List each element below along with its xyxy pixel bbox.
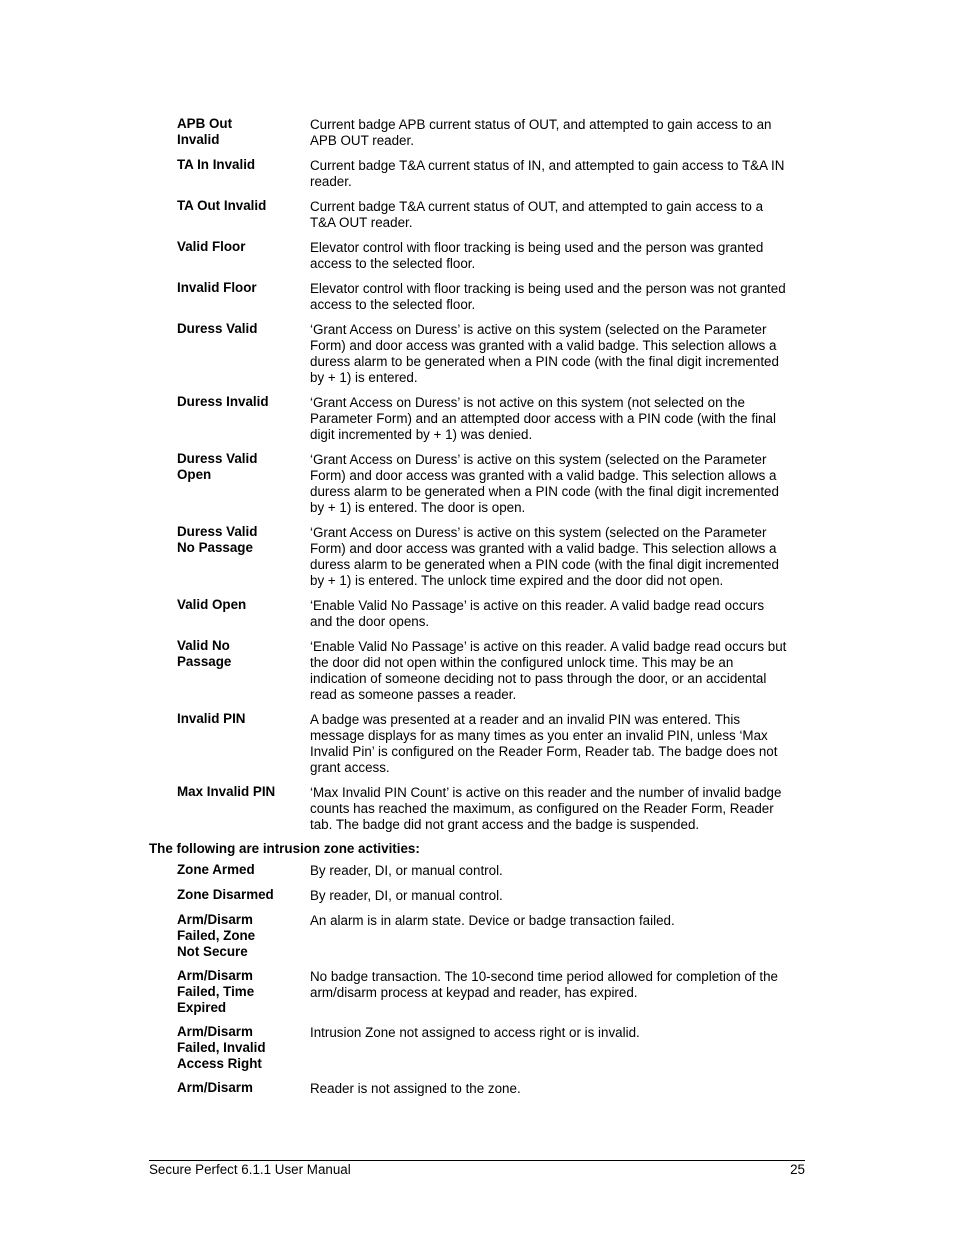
definition-row: [149, 711, 789, 776]
event-term: [177, 968, 310, 1016]
event-term: [177, 638, 310, 670]
definition-row: [149, 524, 789, 589]
event-description: Elevator control with floor tracking is being used and the person was not granted access to the selected floor.: [310, 281, 786, 312]
event-term-line: Max Invalid PIN: [177, 784, 276, 799]
event-term-line: Valid No: [177, 638, 230, 653]
event-description: ‘Enable Valid No Passage’ is active on this reader. A valid badge read occurs and the door opens.: [310, 598, 765, 629]
event-term-line: Access Right: [177, 1056, 262, 1071]
event-term-line: Duress Invalid: [177, 394, 269, 409]
event-term: [177, 321, 310, 337]
event-term-line: Failed, Time: [177, 984, 255, 999]
event-term-line: Duress Valid: [177, 321, 258, 336]
definition-row: [149, 638, 789, 703]
definition-row: [149, 116, 789, 149]
event-term-line: Passage: [177, 654, 232, 669]
event-term: [177, 198, 310, 214]
definition-row: [149, 157, 789, 190]
definition-row: [149, 239, 789, 272]
definition-row: [149, 862, 789, 879]
event-term-line: Failed, Invalid: [177, 1040, 266, 1055]
definition-row: [149, 968, 789, 1016]
event-description: Current badge T&A current status of IN, and attempted to gain access to T&A IN reader.: [310, 158, 785, 189]
event-description: Current badge APB current status of OUT, and attempted to gain access to an APB OUT reader.: [310, 117, 772, 148]
event-term-line: Arm/Disarm: [177, 912, 253, 927]
event-term-line: Arm/Disarm: [177, 968, 253, 983]
event-term: [177, 239, 310, 255]
event-term-line: Zone Armed: [177, 862, 255, 877]
definition-row: [149, 198, 789, 231]
definition-row: [149, 784, 789, 833]
event-term-line: Invalid: [177, 132, 220, 147]
event-term: [177, 1080, 310, 1096]
event-term-line: Duress Valid: [177, 451, 258, 466]
event-term-line: Expired: [177, 1000, 227, 1015]
event-description: ‘Grant Access on Duress’ is active on this system (selected on the Parameter Form) and door access was granted with a valid badge. This selection allows a duress alarm to be generated when a PIN code (with the final digit incremented by + 1) is entered. The door is open.: [310, 452, 779, 515]
event-term-line: APB Out: [177, 116, 233, 131]
event-term: [177, 597, 310, 613]
event-term-line: Zone Disarmed: [177, 887, 274, 902]
document-body: [149, 116, 789, 1105]
event-description: ‘Grant Access on Duress’ is active on this system (selected on the Parameter Form) and door access was granted with a valid badge. This selection allows a duress alarm to be generated when a PIN code (with the final digit incremented by + 1) is entered.: [310, 322, 779, 385]
event-term: [177, 711, 310, 727]
event-description: ‘Enable Valid No Passage’ is active on this reader. A valid badge read occurs but the door did not open within the configured unlock time. This may be an indication of someone deciding not to pass through the door, or an accidental read as someone passes a reader.: [310, 639, 787, 702]
event-term-line: TA Out Invalid: [177, 198, 267, 213]
event-term-line: No Passage: [177, 540, 253, 555]
event-term: [177, 394, 310, 410]
event-description: No badge transaction. The 10-second time period allowed for completion of the arm/disarm process at keypad and reader, has expired.: [310, 969, 778, 1000]
definition-row: [149, 1024, 789, 1072]
event-definition-list: [149, 116, 789, 833]
event-term-line: Valid Floor: [177, 239, 246, 254]
event-description: Current badge T&A current status of OUT, and attempted to gain access to a T&A OUT reader.: [310, 199, 764, 230]
event-term: [177, 524, 310, 556]
event-term: [177, 451, 310, 483]
page-footer: [149, 1162, 805, 1178]
intrusion-zone-definition-list: [149, 862, 789, 1097]
event-term-line: Invalid PIN: [177, 711, 246, 726]
definition-row: [149, 394, 789, 443]
event-description: Intrusion Zone not assigned to access right or is invalid.: [310, 1025, 640, 1040]
event-term: [177, 1024, 310, 1072]
event-term-line: Failed, Zone: [177, 928, 256, 943]
event-term: [177, 862, 310, 878]
event-term-line: Duress Valid: [177, 524, 258, 539]
event-term: [177, 157, 310, 173]
footer-title: Secure Perfect 6.1.1 User Manual: [149, 1162, 351, 1177]
event-term-line: Valid Open: [177, 597, 247, 612]
definition-row: [149, 887, 789, 904]
page-number: 25: [790, 1162, 805, 1177]
event-term-line: Arm/Disarm: [177, 1024, 253, 1039]
definition-row: [149, 1080, 789, 1097]
event-term: [177, 280, 310, 296]
event-description: ‘Grant Access on Duress’ is not active on this system (not selected on the Parameter Form) and an attempted door access with a PIN code (with the final digit incremented by + 1) was denied.: [310, 395, 776, 442]
event-description: A badge was presented at a reader and an invalid PIN was entered. This message displays for as many times as you enter an invalid PIN, unless ‘Max Invalid Pin’ is configured on the Reader Form, Reader tab. The badge does not grant access.: [310, 712, 778, 775]
event-term-line: Invalid Floor: [177, 280, 257, 295]
definition-row: [149, 912, 789, 960]
event-term: [177, 784, 310, 800]
event-term: [177, 887, 310, 903]
event-description: Reader is not assigned to the zone.: [310, 1081, 521, 1096]
event-term: [177, 116, 310, 148]
definition-row: [149, 280, 789, 313]
event-description: An alarm is in alarm state. Device or badge transaction failed.: [310, 913, 675, 928]
event-term: [177, 912, 310, 960]
event-term-line: Open: [177, 467, 212, 482]
event-description: By reader, DI, or manual control.: [310, 888, 503, 903]
event-description: ‘Grant Access on Duress’ is active on this system (selected on the Parameter Form) and door access was granted with a valid badge. This selection allows a duress alarm to be generated when a PIN code (with the final digit incremented by + 1) is entered. The unlock time expired and the door did not open.: [310, 525, 779, 588]
definition-row: [149, 321, 789, 386]
section-heading: The following are intrusion zone activities:: [149, 841, 420, 856]
event-term-line: TA In Invalid: [177, 157, 256, 172]
footer-divider: [149, 1160, 805, 1161]
definition-row: [149, 597, 789, 630]
event-term-line: Not Secure: [177, 944, 248, 959]
event-description: ‘Max Invalid PIN Count’ is active on this reader and the number of invalid badge counts has reached the maximum, as configured on the Reader Form, Reader tab. The badge did not grant access and the badge is suspended.: [310, 785, 782, 832]
event-description: Elevator control with floor tracking is being used and the person was granted access to the selected floor.: [310, 240, 764, 271]
event-term-line: Arm/Disarm: [177, 1080, 253, 1095]
event-description: By reader, DI, or manual control.: [310, 863, 503, 878]
definition-row: [149, 451, 789, 516]
